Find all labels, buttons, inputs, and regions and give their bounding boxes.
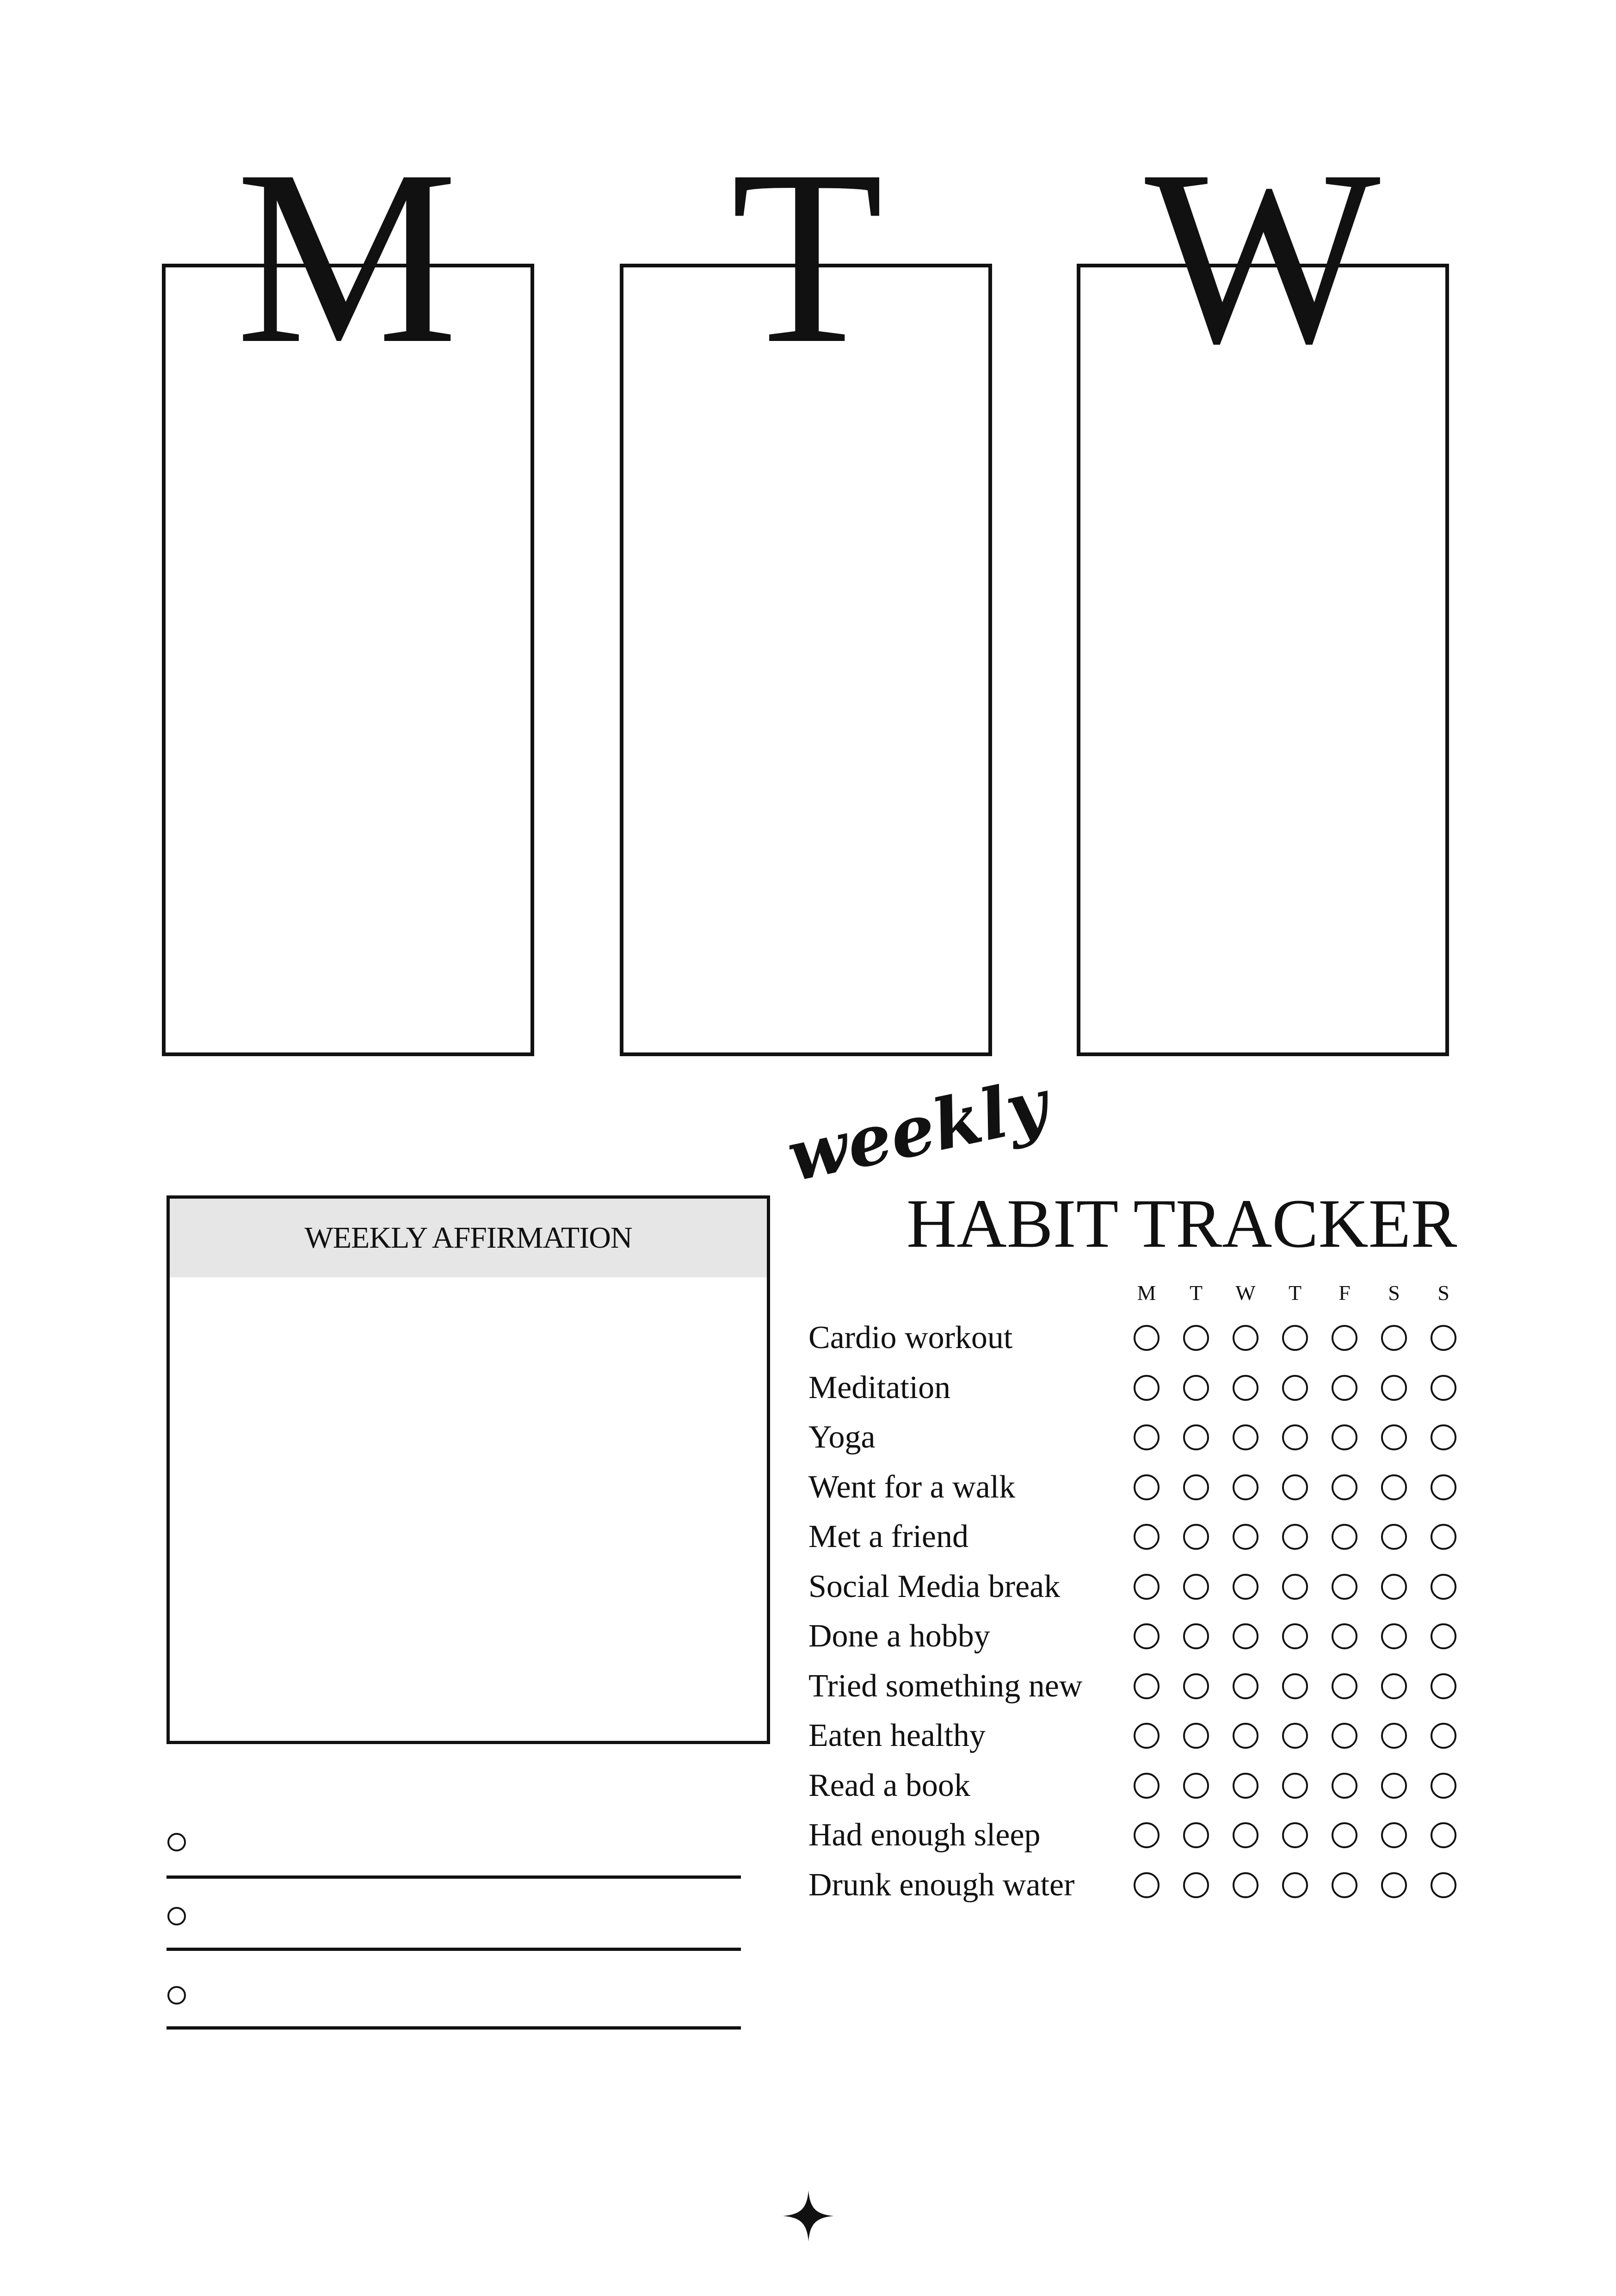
habit-checkbox[interactable]: [1431, 1424, 1456, 1450]
habit-checkbox[interactable]: [1381, 1723, 1407, 1749]
habit-checkbox[interactable]: [1332, 1822, 1357, 1848]
habit-checkbox[interactable]: [1183, 1872, 1209, 1898]
habit-checkbox[interactable]: [1183, 1822, 1209, 1848]
habit-checkbox[interactable]: [1282, 1375, 1308, 1401]
habit-checkbox[interactable]: [1332, 1325, 1357, 1351]
habit-checkbox[interactable]: [1381, 1524, 1407, 1550]
habit-checkbox[interactable]: [1381, 1673, 1407, 1699]
habit-checkbox[interactable]: [1282, 1773, 1308, 1799]
habit-checkbox[interactable]: [1183, 1773, 1209, 1799]
habit-checkbox[interactable]: [1431, 1325, 1456, 1351]
day-letter-monday: M: [235, 118, 458, 395]
habit-checkbox[interactable]: [1282, 1822, 1308, 1848]
habit-checkbox[interactable]: [1282, 1325, 1308, 1351]
habit-checkbox[interactable]: [1233, 1822, 1258, 1848]
habit-checkbox[interactable]: [1233, 1424, 1258, 1450]
habit-checkbox[interactable]: [1134, 1375, 1160, 1401]
habit-checkbox[interactable]: [1134, 1623, 1160, 1649]
habit-checkbox[interactable]: [1381, 1773, 1407, 1799]
habit-checkbox[interactable]: [1183, 1574, 1209, 1600]
habit-day-header: W: [1235, 1281, 1256, 1305]
habit-checkbox[interactable]: [1332, 1424, 1357, 1450]
affirmation-box[interactable]: [167, 1195, 770, 1744]
habit-label: Cardio workout: [808, 1320, 1013, 1355]
habit-checkbox[interactable]: [1381, 1424, 1407, 1450]
habit-checkbox[interactable]: [1431, 1773, 1456, 1799]
todo-checkbox[interactable]: [167, 1833, 186, 1851]
habit-day-header: S: [1437, 1281, 1449, 1305]
habit-checkbox[interactable]: [1332, 1375, 1357, 1401]
habit-checkbox[interactable]: [1431, 1524, 1456, 1550]
habit-checkbox[interactable]: [1381, 1474, 1407, 1500]
habit-checkbox[interactable]: [1282, 1723, 1308, 1749]
habit-day-header: F: [1338, 1281, 1351, 1305]
todo-checkbox[interactable]: [167, 1907, 186, 1925]
habit-checkbox[interactable]: [1183, 1723, 1209, 1749]
habit-checkbox[interactable]: [1233, 1524, 1258, 1550]
habit-checkbox[interactable]: [1332, 1574, 1357, 1600]
habit-day-header: T: [1288, 1281, 1302, 1305]
habit-checkbox[interactable]: [1381, 1822, 1407, 1848]
habit-checkbox[interactable]: [1183, 1673, 1209, 1699]
habit-checkbox[interactable]: [1183, 1474, 1209, 1500]
habit-checkbox[interactable]: [1381, 1325, 1407, 1351]
habit-checkbox[interactable]: [1282, 1474, 1308, 1500]
habit-checkbox[interactable]: [1282, 1574, 1308, 1600]
habit-checkbox[interactable]: [1134, 1424, 1160, 1450]
habit-checkbox[interactable]: [1183, 1524, 1209, 1550]
habit-checkbox[interactable]: [1332, 1623, 1357, 1649]
habit-checkbox[interactable]: [1134, 1325, 1160, 1351]
habit-label: Had enough sleep: [808, 1817, 1041, 1853]
habit-checkbox[interactable]: [1183, 1325, 1209, 1351]
habit-checkbox[interactable]: [1431, 1822, 1456, 1848]
habit-checkbox[interactable]: [1134, 1723, 1160, 1749]
habit-checkbox[interactable]: [1282, 1524, 1308, 1550]
habit-checkbox[interactable]: [1183, 1623, 1209, 1649]
habit-checkbox[interactable]: [1282, 1623, 1308, 1649]
habit-day-header: T: [1189, 1281, 1203, 1305]
habit-checkbox[interactable]: [1134, 1872, 1160, 1898]
habit-checkbox[interactable]: [1134, 1673, 1160, 1699]
habit-checkbox[interactable]: [1134, 1474, 1160, 1500]
habit-label: Tried something new: [808, 1668, 1083, 1704]
affirmation-title: WEEKLY AFFIRMATION: [170, 1199, 767, 1277]
habit-label: Drunk enough water: [808, 1867, 1075, 1903]
habit-day-header: S: [1388, 1281, 1400, 1305]
habit-checkbox[interactable]: [1332, 1524, 1357, 1550]
habit-checkbox[interactable]: [1134, 1574, 1160, 1600]
habit-checkbox[interactable]: [1332, 1474, 1357, 1500]
habit-checkbox[interactable]: [1332, 1723, 1357, 1749]
habit-label: Went for a walk: [808, 1469, 1016, 1505]
habit-label: Meditation: [808, 1369, 951, 1405]
todo-checkbox[interactable]: [167, 1986, 186, 2005]
habit-checkbox[interactable]: [1431, 1375, 1456, 1401]
habit-tracker-title: HABIT TRACKER: [907, 1185, 1457, 1262]
habit-checkbox[interactable]: [1381, 1375, 1407, 1401]
habit-label: Done a hobby: [808, 1618, 990, 1654]
habit-label: Eaten healthy: [808, 1718, 986, 1753]
habit-label: Read a book: [808, 1767, 970, 1803]
day-letter-wednesday: W: [1145, 118, 1381, 395]
habit-checkbox[interactable]: [1282, 1872, 1308, 1898]
habit-checkbox[interactable]: [1233, 1375, 1258, 1401]
habit-checkbox[interactable]: [1431, 1723, 1456, 1749]
habit-checkbox[interactable]: [1282, 1424, 1308, 1450]
habit-day-header: M: [1137, 1281, 1156, 1305]
habit-checkbox[interactable]: [1134, 1773, 1160, 1799]
habit-label: Yoga: [808, 1419, 876, 1455]
todo-line[interactable]: [167, 1875, 741, 1879]
habit-checkbox[interactable]: [1431, 1474, 1456, 1500]
habit-checkbox[interactable]: [1431, 1623, 1456, 1649]
habit-checkbox[interactable]: [1233, 1474, 1258, 1500]
habit-checkbox[interactable]: [1233, 1325, 1258, 1351]
habit-checkbox[interactable]: [1134, 1524, 1160, 1550]
day-letter-tuesday: T: [731, 118, 883, 395]
todo-line[interactable]: [167, 2026, 741, 2030]
habit-checkbox[interactable]: [1233, 1673, 1258, 1699]
habit-checkbox[interactable]: [1332, 1773, 1357, 1799]
habit-checkbox[interactable]: [1233, 1574, 1258, 1600]
habit-checkbox[interactable]: [1381, 1872, 1407, 1898]
habit-checkbox[interactable]: [1332, 1673, 1357, 1699]
habit-checkbox[interactable]: [1183, 1375, 1209, 1401]
habit-label: Met a friend: [808, 1519, 968, 1554]
habit-checkbox[interactable]: [1233, 1872, 1258, 1898]
habit-checkbox[interactable]: [1381, 1623, 1407, 1649]
habit-checkbox[interactable]: [1233, 1723, 1258, 1749]
habit-checkbox[interactable]: [1431, 1872, 1456, 1898]
habit-checkbox[interactable]: [1233, 1773, 1258, 1799]
habit-checkbox[interactable]: [1233, 1623, 1258, 1649]
habit-label: Social Media break: [808, 1568, 1061, 1604]
habit-tracker-script-title: weekly: [780, 1063, 1055, 1198]
four-point-star-icon: [783, 2191, 834, 2241]
todo-line[interactable]: [167, 1948, 741, 1951]
habit-checkbox[interactable]: [1381, 1574, 1407, 1600]
habit-checkbox[interactable]: [1332, 1872, 1357, 1898]
habit-checkbox[interactable]: [1183, 1424, 1209, 1450]
habit-checkbox[interactable]: [1282, 1673, 1308, 1699]
habit-checkbox[interactable]: [1431, 1673, 1456, 1699]
habit-checkbox[interactable]: [1134, 1822, 1160, 1848]
habit-checkbox[interactable]: [1431, 1574, 1456, 1600]
